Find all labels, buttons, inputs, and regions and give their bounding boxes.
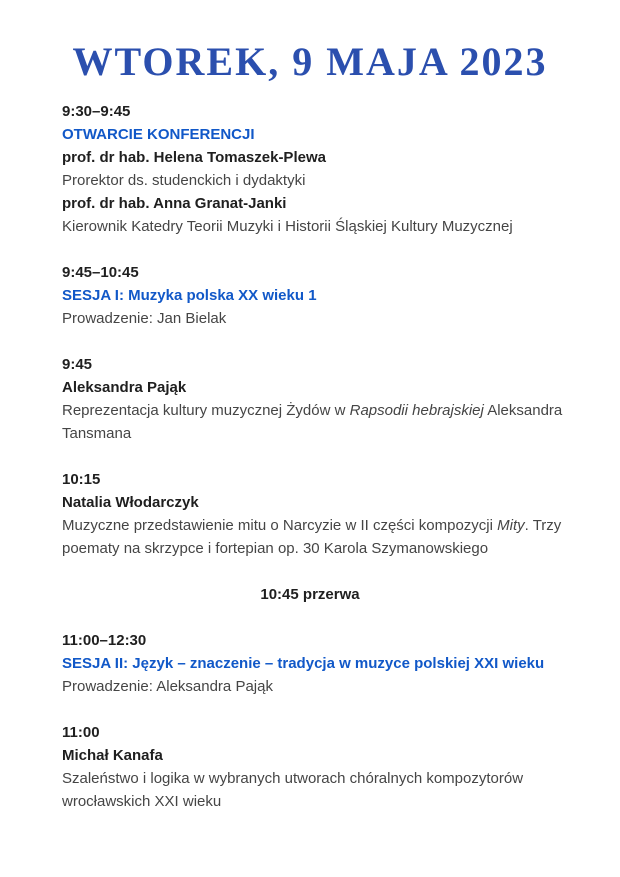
talk-title-run: Reprezentacja kultury muzycznej Żydów w <box>62 402 350 419</box>
schedule-block-talk <box>62 353 590 445</box>
talk-title-run: Aleksandra Tansmana <box>62 402 563 442</box>
session-title: SESJA II: Język – znaczenie – tradycja w muzyce polskiej XXI wieku <box>62 655 545 672</box>
talk-title <box>62 399 590 445</box>
person-role: Kierownik Katedry Teorii Muzyki i Historii Śląskiej Kultury Muzycznej <box>62 218 513 235</box>
break-label: 10:45 przerwa <box>260 586 360 603</box>
speaker-name: Michał Kanafa <box>62 747 163 764</box>
schedule-block-talk <box>62 721 590 813</box>
page-title: WTOREK, 9 MAJA 2023 <box>72 39 548 84</box>
session-title: SESJA I: Muzyka polska XX wieku 1 <box>62 287 317 304</box>
time-range: 11:00–12:30 <box>62 632 147 649</box>
talk-time: 9:45 <box>62 356 93 373</box>
session-chair: Prowadzenie: Aleksandra Pająk <box>62 678 273 695</box>
schedule-block-session-1 <box>62 261 590 330</box>
speaker-name: Natalia Włodarczyk <box>62 494 199 511</box>
talk-title-work-name: Rapsodii hebrajskiej <box>349 402 484 419</box>
talk-title <box>62 767 590 813</box>
time-range: 9:45–10:45 <box>62 264 139 281</box>
time-range: 9:30–9:45 <box>62 103 131 120</box>
talk-title <box>62 514 590 560</box>
talk-title-run: . Trzy poematy na skrzypce i fortepian op. 30 Karola Szymanowskiego <box>62 517 562 557</box>
schedule-content <box>0 100 620 813</box>
person-role: Prorektor ds. studenckich i dydaktyki <box>62 172 306 189</box>
schedule-block-break <box>62 583 590 606</box>
schedule-block-opening <box>62 100 590 238</box>
person-name: prof. dr hab. Anna Granat-Janki <box>62 195 287 212</box>
talk-title-work-name: Mity <box>497 517 525 534</box>
talk-title-run: Szaleństwo i logika w wybranych utworach chóralnych kompozytorów wrocławskich XXI wieku <box>62 770 524 810</box>
talk-time: 10:15 <box>62 471 101 488</box>
talk-title-run: Muzyczne przedstawienie mitu o Narcyzie w II części kompozycji <box>62 517 498 534</box>
speaker-name: Aleksandra Pająk <box>62 379 187 396</box>
person-name: prof. dr hab. Helena Tomaszek-Plewa <box>62 149 326 166</box>
session-title: OTWARCIE KONFERENCJI <box>62 126 255 143</box>
talk-time: 11:00 <box>62 724 100 741</box>
schedule-block-talk <box>62 468 590 560</box>
session-chair: Prowadzenie: Jan Bielak <box>62 310 227 327</box>
schedule-block-session-2 <box>62 629 590 698</box>
